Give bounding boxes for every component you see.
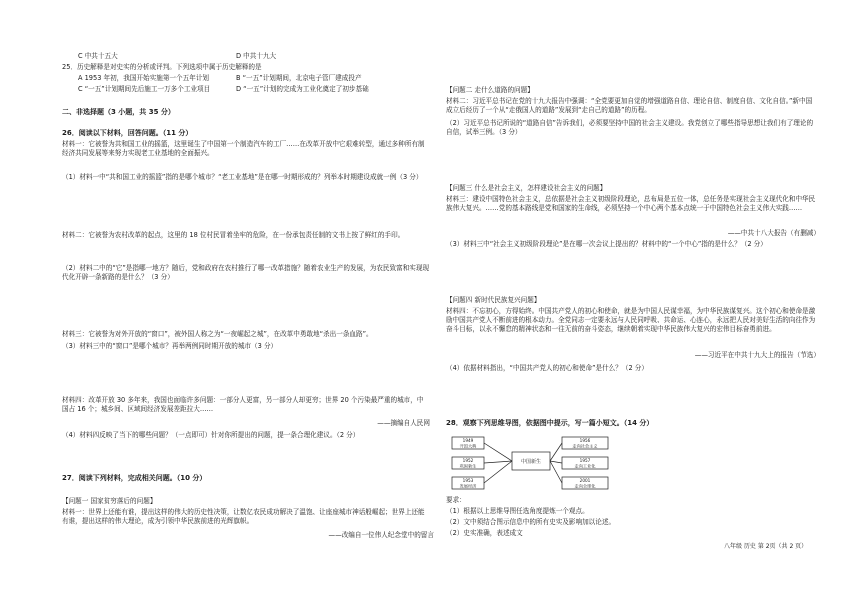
option-c: C 中共十五大 <box>78 52 118 60</box>
right-column <box>430 0 860 608</box>
material-3: 材料三：它被誉为对外开放的“窗口”，被外国人称之为“一夜崛起之城”，在改革中勇敢地“杀出一条血路”。 <box>62 330 373 338</box>
question-25: 25．历史解释是对史实的分析或评判。下列选项中属于历史解释的是 <box>62 63 262 71</box>
question-26-2: （2）材料二中的“它”是指哪一地方？随后，党和政府在农村推行了哪一改革措施？随着农业生产的发展，为农民致富和实现现代化开辟一条新路的是什么？（3 分） <box>62 264 430 281</box>
question-25-option-d: D “一五”计划的完成为工业化奠定了初步基础 <box>236 85 369 93</box>
mm-l3-label: 发展经济 <box>459 483 477 489</box>
question-27-2: （2）习近平总书记所说的“道路自信”告诉我们，必须要坚持中国的社会主义建设。我党创立了哪些指导思想让我们有了理论的自信，试举三例。（3 分） <box>446 119 814 136</box>
question-26-heading: 26．阅读以下材料，回答问题。（11 分） <box>62 129 193 137</box>
mm-r1-label: 走向社会主义 <box>572 443 598 449</box>
mm-r2-label: 走向工业化 <box>574 463 596 469</box>
problem-1-title: 【问题一 国家贫穷落后的问题】 <box>62 497 157 505</box>
section-heading: 二、非选择题（3 小题，共 35 分） <box>62 108 175 116</box>
option-d: D 中共十九大 <box>236 52 277 60</box>
mm-l2-year: 1952 <box>462 458 474 463</box>
question-27-heading: 27．阅读下列材料，完成相关问题。（10 分） <box>62 474 207 482</box>
mm-r1-year: 1956 <box>579 438 591 443</box>
mm-l1-label: 开国大典 <box>459 443 477 449</box>
material-2: 材料二：它被誉为农村改革的起点，这里的 18 位村民冒着坐牢的危险，在一份承包责任制的文书上按了鲜红的手印。 <box>62 231 405 239</box>
problem-2-material: 材料二：习近平总书记在党的十九大报告中强调：“全党要更加自觉的增强道路自信、理论自信、制度自信、文化自信。”新中国成立后经历了一个从“走俄国人的道路”发展到“走自己的道路”的历程。 <box>446 97 813 114</box>
problem-3-material: 材料三：建设中国特色社会主义，总依据是社会主义初级阶段理论，总布局是五位一体，总任务是实现社会主义现代化和中华民族伟大复兴。……党的基本路线是党和国家的生命线，必须坚持一个中心两个基本点统一于中国特色社会主义伟大实践…… <box>446 195 816 212</box>
requirement-2: （2）文中须结合图示信息中的所有史实及影响加以论述。 <box>446 518 616 526</box>
mm-r3-label: 走向全球化 <box>574 483 596 489</box>
mm-l3-year: 1953 <box>462 478 474 483</box>
material-1: 材料一：它被誉为共和国工业的摇篮，这里诞生了中国第一个制造汽车的工厂……在改革开放中它艰难转型，通过多种所有制经济共同发展等来努力实现老工业基地的全面振兴。 <box>62 140 425 157</box>
mm-l1-year: 1949 <box>462 438 474 443</box>
question-25-option-c: C “一五”计划期间先后施工一万多个工业项目 <box>78 85 211 93</box>
requirement-3: （2）史实准确，表述成文 <box>446 529 523 537</box>
problem-3-title: 【问题三 什么是社会主义，怎样建设社会主义的问题】 <box>446 184 607 192</box>
question-26-4: （4）材料四反映了当下的哪些问题？（一点即可）针对你所提出的问题，提一条合理化建议。（2 分） <box>62 431 360 439</box>
mm-l2-label: 巩固新生 <box>459 463 477 469</box>
mm-r2-year: 1957 <box>579 458 591 463</box>
problem-1-material: 材料一：世界上还能有谁，提出这样的伟大的历史性决策，让数亿农民成功解决了温饱、让座座城市神话般崛起；世界上还能有谁，提出这样的伟大理论，成为引领中华民族前进的光辉旗帜。 <box>62 508 425 525</box>
page-footer: 八年级 历史 第 2页（共 2 页） <box>724 543 808 550</box>
problem-3-source: ——中共十八大报告（有删减） <box>727 229 820 237</box>
mm-r3-year: 2001 <box>579 478 591 483</box>
question-26-3: （3）材料三中的“窗口”是哪个城市？再举两例同时期开放的城市（3 分） <box>62 342 278 350</box>
question-25-option-a: A 1953 年初，我国开始实施第一个五年计划 <box>78 74 209 82</box>
problem-4-source: ——习近平在中共十九大上的报告（节选） <box>694 351 820 359</box>
problem-1-source: ——改编自一位伟人纪念堂中的留言 <box>328 531 434 539</box>
mind-map <box>448 434 618 492</box>
problem-4-material: 材料四：不忘初心，方得始终。中国共产党人的初心和使命，就是为中国人民谋幸福，为中华民族谋复兴。这个初心和使命是激励中国共产党人不断前进的根本动力。全党同志一定要永远与人民同呼吸、共命运、心连心，永远把人民对美好生活的向往作为奋斗目标，以永不懈怠的精神状态和一往无前的奋斗姿态，继续朝着实现中华民族伟大复兴的宏伟目标奋勇前进。 <box>446 307 816 333</box>
question-26-1: （1）材料一中“共和国工业的摇篮”指的是哪个城市？“老工业基地”是在哪一时期形成的？列举本时期建设成就一例（3 分） <box>62 173 423 181</box>
question-28-heading: 28．观察下列思维导图，依据图中提示，写一篇小短文。（14 分） <box>446 419 654 427</box>
requirement-1: （1）根据以上思维导图任选角度提炼一个观点。 <box>446 507 589 515</box>
material-4-source: ——摘编自人民网 <box>377 419 430 427</box>
question-27-3: （3）材料三中“社会主义初级阶段理论”是在哪一次会议上提出的？材料中的“一个中心”指的是什么？（2 分） <box>446 240 767 248</box>
problem-2-title: 【问题二 走什么道路的问题】 <box>446 86 534 94</box>
problem-4-title: 【问题四 新时代民族复兴问题】 <box>446 296 541 304</box>
question-27-4: （4）依据材料指出，“中国共产党人的初心和使命”是什么？（2 分） <box>446 364 648 372</box>
question-25-option-b: B “一五”计划期间，北京电子管厂建成投产 <box>236 74 362 82</box>
requirements-label: 要求： <box>446 496 466 504</box>
material-4: 材料四：改革开放 30 多年来，我国也面临许多问题：一部分人更富，另一部分人却更穷；世界 20 个污染最严重的城市，中国占 16 个；城乡间、区域间经济发展差距拉大…… <box>62 396 424 413</box>
mm-center: 中国新生 <box>520 459 542 465</box>
